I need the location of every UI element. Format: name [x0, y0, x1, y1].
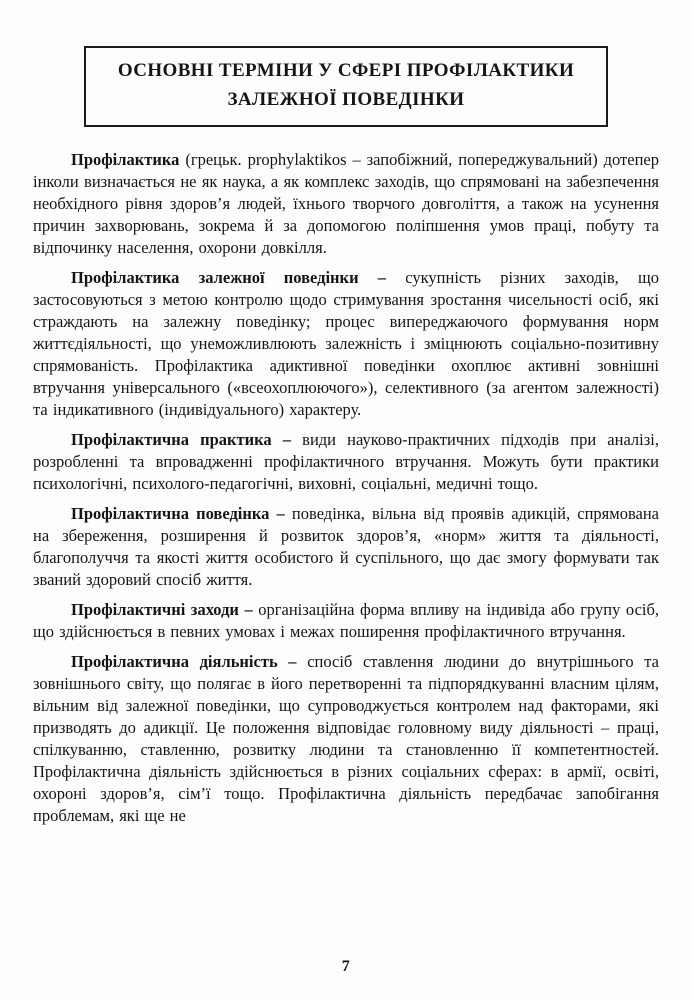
term-label: Профілактична практика –: [71, 430, 292, 449]
title-box: [84, 46, 608, 127]
paragraph-profilaktyka: [33, 149, 659, 259]
page-title-line-1: ОСНОВНІ ТЕРМІНИ У СФЕРІ ПРОФІЛАКТИКИ: [117, 60, 575, 81]
term-label: Профілактика: [71, 150, 180, 169]
paragraph-body: організаційна форма впливу на індивіда або групу осіб, що здійснюється в певних умовах і межах поширення профілактичного втручання.: [33, 600, 659, 641]
paragraph-profilaktychna-diialnist: [33, 651, 659, 827]
paragraph-profilaktychna-praktyka: [33, 429, 659, 495]
term-label: Профілактична діяльність –: [71, 652, 297, 671]
term-label: Профілактичні заходи –: [71, 600, 253, 619]
paragraph-body: спосіб ставлення людини до внутрішнього та зовнішнього світу, що полягає в його перетворенні та підпорядкуванні власним цілям, вільним від залежної поведінки, що супроводжується контролем над факторами, які призводять до адикції. Це положення відповідає головному виду діяльності – праці, спілкуванню, ставленню, розвитку людини та становленню її компетентностей. Профілактична діяльність здійснюється в різних соціальних сферах: в армії, освіті, охороні здоров’я, сім’ї тощо. Профілактична діяльність передбачає запобігання проблемам, які ще не: [33, 652, 659, 825]
paragraph-body: види науково-практичних підходів при аналізі, розробленні та впровадженні профілактичного втручання. Можуть бути практики психологічні, психолого-педагогічні, виховні, соціальні, медичні тощо.: [33, 430, 659, 493]
paragraph-body: (грецьк. prophylaktikos – запобіжний, попереджувальний) дотепер інколи визначається не як наука, а як комплекс заходів, що спрямовані на забезпечення необхідного рівня здоров’я людей, їхнього творчого довголіття, а також на усунення причин захворювань, зокрема й за допомогою поліпшення умов праці, побуту та відпочинку населення, охорони довкілля.: [33, 150, 659, 257]
paragraph-profilaktyka-zalezhnoi-povedinky: [33, 267, 659, 421]
term-label: Профілактична поведінка –: [71, 504, 285, 523]
document-body: [33, 149, 659, 827]
paragraph-profilaktychna-povedinka: [33, 503, 659, 591]
term-label: Профілактика залежної поведінки –: [71, 268, 387, 287]
page-title-line-2: ЗАЛЕЖНОЇ ПОВЕДІНКИ: [227, 88, 465, 110]
paragraph-body: поведінка, вільна від проявів адикцій, спрямована на збереження, розширення й розвиток здоров’я, «норм» життя та діяльності, благополуччя та якості життя особистого й суспільного, що дає змогу формувати так званий здоровий спосіб життя.: [33, 504, 659, 589]
page-number: 7: [341, 958, 351, 975]
paragraph-body: сукупність різних заходів, що застосовуються з метою контролю щодо стримування зростання чисельності осіб, які страждають на залежну поведінку; процес випереджаючого формування норм життєдіяльності, що унеможливлюють залежність і зміцнюють соціально-позитивну спрямованість. Профілактика адиктивної поведінки охоплює активні зовнішні втручання універсального («всеохоплюючого»), селективного (за агентом залежності) та індикативного (індивідуального) характеру.: [33, 268, 659, 419]
paragraph-profilaktychni-zakhody: [33, 599, 659, 643]
